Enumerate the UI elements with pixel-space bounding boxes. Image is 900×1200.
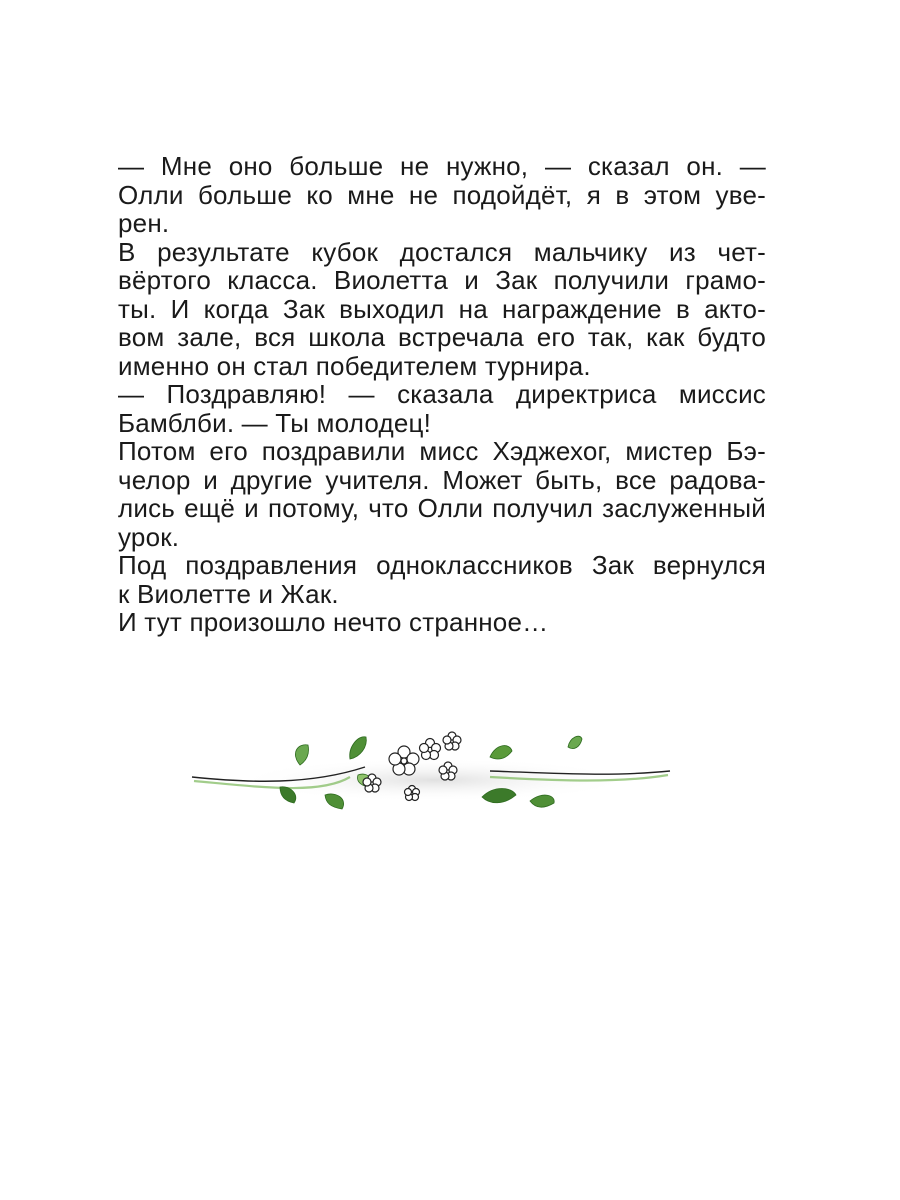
vine-with-flowers-icon [190,725,675,825]
text-line: ты. И когда Зак выходил на награждение в акто- [118,293,766,324]
text-line: — Поздравляю! — сказала директриса миссис [118,379,766,409]
text-line: И тут произошло нечто странное… [118,607,549,637]
text-line: Под поздравления одноклассников Зак вернулся [118,550,766,580]
text-line: вом зале, вся школа встречала его так, как будто [118,322,766,352]
text-line: урок. [118,521,180,552]
text-line: к Виолетте и Жак. [118,578,339,609]
text-line: лись ещё и потому, что Олли получил заслуженный [118,493,766,523]
text-line: Бамблби. — Ты молодец! [118,407,431,438]
text-line: — Мне оно больше не нужно, — сказал он. — [118,151,766,181]
text-line: Олли больше ко мне не подойдёт, я в этом уве- [118,179,766,210]
text-line: Потом его поздравили мисс Хэджехог, мистер Бэ- [118,436,766,466]
story-text [118,152,766,637]
text-line: вёртого класса. Виолетта и Зак получили грамо- [118,265,766,295]
text-line: рен. [118,208,170,238]
text-line: челор и другие учителя. Может быть, все радова- [118,464,766,495]
text-line: В результате кубок достался мальчику из чет- [118,236,766,267]
text-line: именно он стал победителем турнира. [118,350,591,381]
